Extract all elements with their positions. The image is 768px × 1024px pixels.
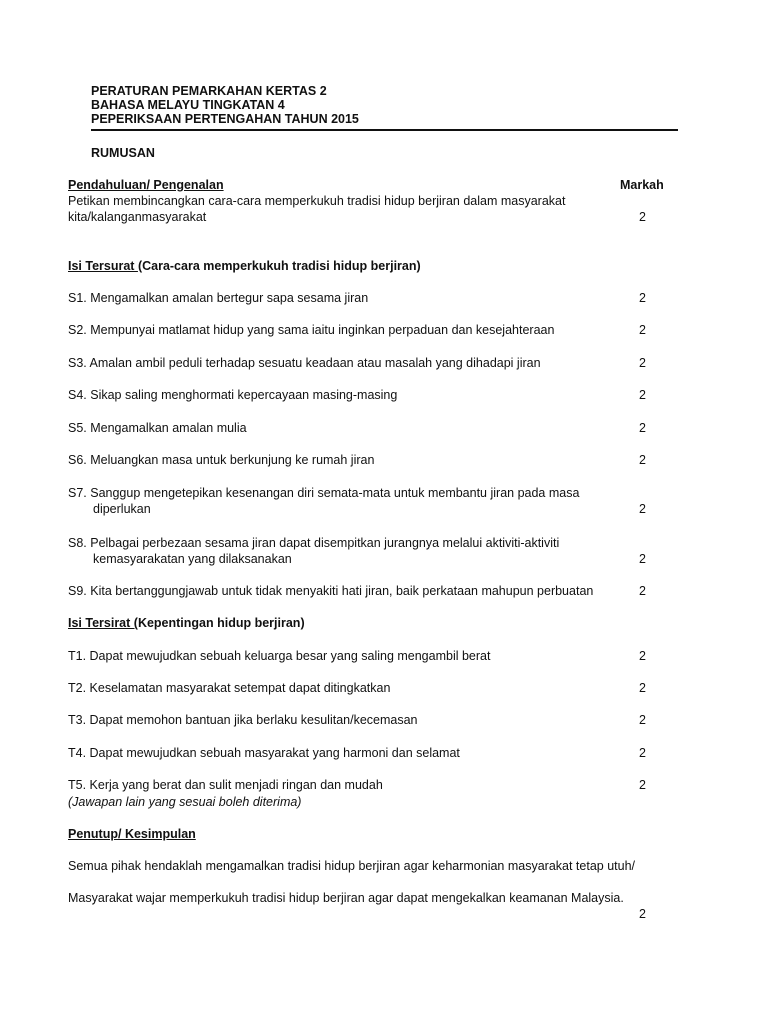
markah-label: Markah: [620, 178, 664, 192]
tersirat-item-t1: T1. Dapat mewujudkan sebuah keluarga besar yang saling mengambil berat: [68, 649, 491, 663]
tersurat-item-s4: S4. Sikap saling menghormati kepercayaan masing-masing: [68, 388, 398, 402]
tersurat-mark-s4: 2: [639, 388, 646, 402]
header-rule: [91, 129, 678, 131]
tersurat-heading: [68, 258, 421, 274]
tersirat-mark-t3: 2: [639, 713, 646, 727]
tersirat-heading: [68, 615, 305, 631]
closing-text-1: Semua pihak hendaklah mengamalkan tradisi hidup berjiran agar keharmonian masyarakat tetap utuh/: [68, 859, 636, 873]
tersirat-heading-underlined: Isi Tersirat (: [68, 616, 138, 630]
tersurat-item-s3: S3. Amalan ambil peduli terhadap sesuatu keadaan atau masalah yang dihadapi jiran: [68, 356, 541, 370]
tersurat-item-s6: S6. Meluangkan masa untuk berkunjung ke rumah jiran: [68, 453, 375, 467]
closing-heading: Penutup/ Kesimpulan: [68, 827, 196, 841]
tersirat-item-t3: T3. Dapat memohon bantuan jika berlaku kesulitan/kecemasan: [68, 713, 418, 727]
tersurat-heading-underlined: Isi Tersurat: [68, 259, 138, 273]
tersurat-mark-s9: 2: [639, 584, 646, 598]
tersurat-item-s2: S2. Mempunyai matlamat hidup yang sama iaitu inginkan perpaduan dan kesejahteraan: [68, 323, 555, 337]
tersurat-item-s7: S7. Sanggup mengetepikan kesenangan diri semata-mata untuk membantu jiran pada masa: [68, 486, 580, 500]
tersurat-item-s1: S1. Mengamalkan amalan bertegur sapa sesama jiran: [68, 291, 369, 305]
tersirat-mark-t4: 2: [639, 746, 646, 760]
intro-mark: 2: [639, 210, 646, 224]
tersurat-mark-s8: 2: [639, 552, 646, 566]
tersurat-mark-s3: 2: [639, 356, 646, 370]
header-line-3: PEPERIKSAAN PERTENGAHAN TAHUN 2015: [91, 112, 359, 126]
header-line-2: BAHASA MELAYU TINGKATAN 4: [91, 98, 285, 112]
tersurat-heading-rest: (Cara-cara memperkukuh tradisi hidup berjiran): [137, 259, 421, 273]
tersurat-mark-s7: 2: [639, 502, 646, 516]
intro-text-1: Petikan membincangkan cara-cara memperkukuh tradisi hidup berjiran dalam masyarakat: [68, 194, 566, 208]
tersurat-item-s7-cont: diperlukan: [93, 502, 151, 516]
intro-heading: Pendahuluan/ Pengenalan: [68, 178, 224, 192]
tersirat-note: (Jawapan lain yang sesuai boleh diterima): [68, 795, 302, 809]
tersurat-item-s9: S9. Kita bertanggungjawab untuk tidak menyakiti hati jiran, baik perkataan mahupun perbuatan: [68, 584, 594, 598]
tersurat-item-s5: S5. Mengamalkan amalan mulia: [68, 421, 247, 435]
tersurat-mark-s2: 2: [639, 323, 646, 337]
tersirat-item-t5: T5. Kerja yang berat dan sulit menjadi ringan dan mudah: [68, 778, 383, 792]
tersirat-heading-rest: Kepentingan hidup berjiran): [137, 616, 305, 630]
tersirat-item-t4: T4. Dapat mewujudkan sebuah masyarakat yang harmoni dan selamat: [68, 746, 460, 760]
section-title: RUMUSAN: [91, 146, 155, 160]
tersirat-mark-t2: 2: [639, 681, 646, 695]
tersurat-item-s8-cont: kemasyarakatan yang dilaksanakan: [93, 552, 292, 566]
intro-text-2: kita/kalanganmasyarakat: [68, 210, 207, 224]
tersirat-item-t2: T2. Keselamatan masyarakat setempat dapat ditingkatkan: [68, 681, 391, 695]
closing-mark: 2: [639, 907, 646, 921]
tersurat-mark-s6: 2: [639, 453, 646, 467]
tersirat-mark-t1: 2: [639, 649, 646, 663]
closing-text-2: Masyarakat wajar memperkukuh tradisi hidup berjiran agar dapat mengekalkan keamanan Malaysia.: [68, 891, 624, 905]
tersurat-mark-s1: 2: [639, 291, 646, 305]
tersirat-mark-t5: 2: [639, 778, 646, 792]
tersurat-item-s8: S8. Pelbagai perbezaan sesama jiran dapat disempitkan jurangnya melalui aktiviti-aktiviti: [68, 536, 560, 550]
header-line-1: PERATURAN PEMARKAHAN KERTAS 2: [91, 84, 327, 98]
tersurat-mark-s5: 2: [639, 421, 646, 435]
